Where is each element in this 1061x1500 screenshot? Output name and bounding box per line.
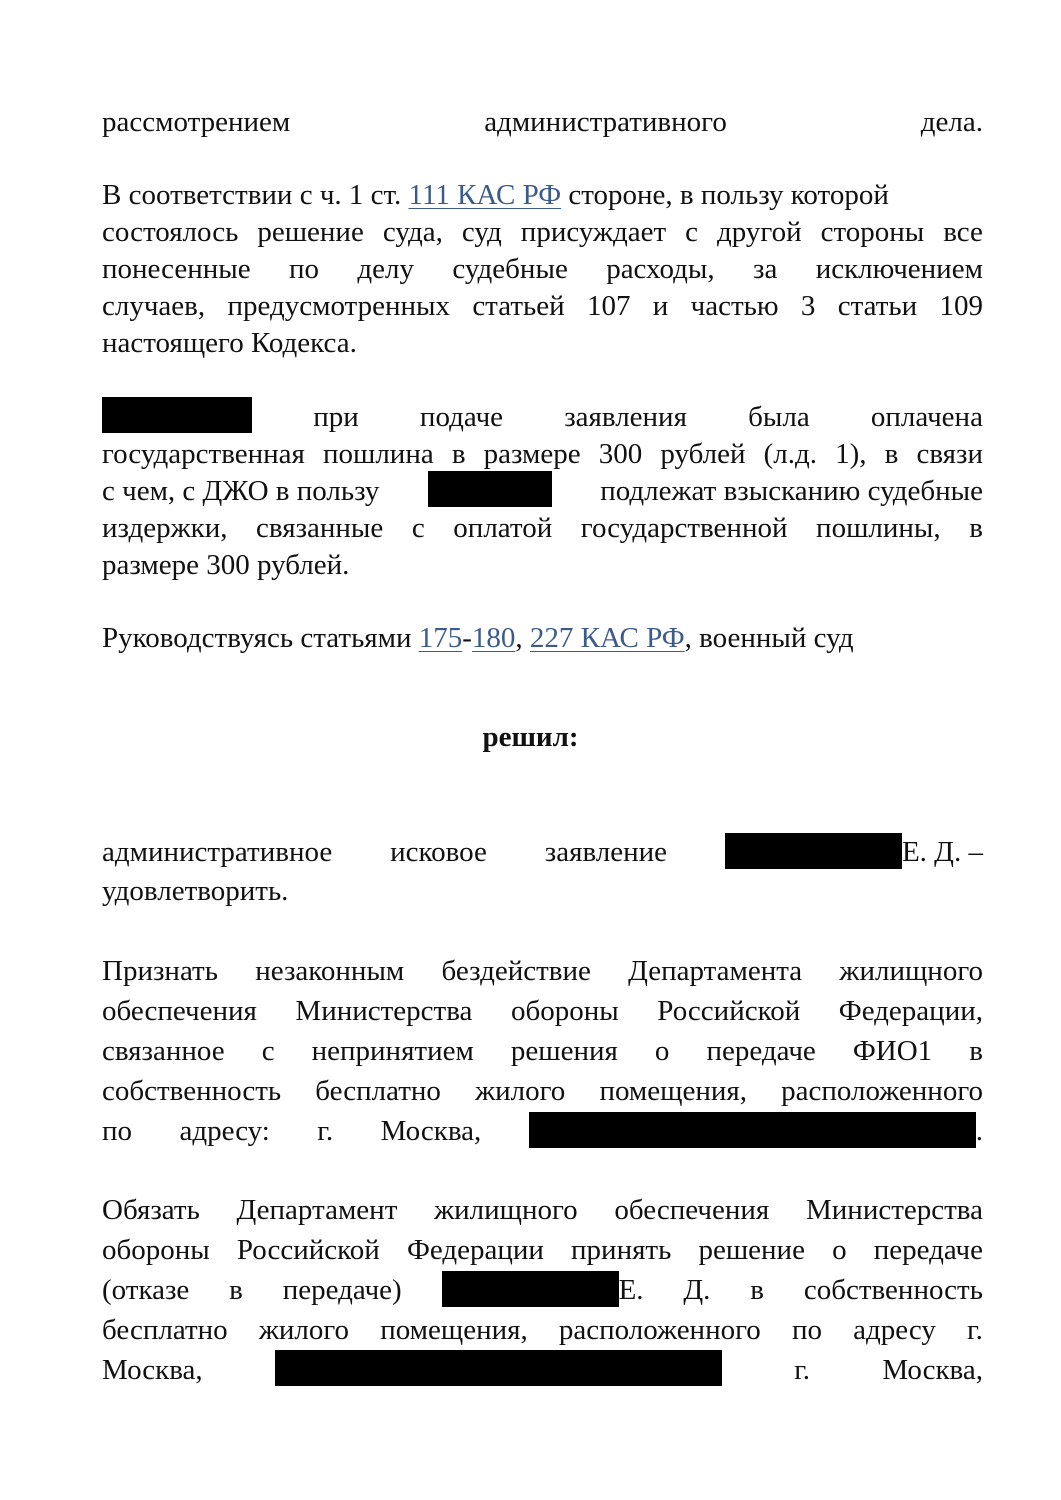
word: Российской xyxy=(236,1234,380,1266)
text-segment: Руководствуясь статьями xyxy=(102,622,412,654)
word: помещения, xyxy=(380,1314,528,1346)
word: Федерации, xyxy=(838,995,983,1027)
word: 1), xyxy=(835,438,867,470)
text-segment: подлежат взысканию судебные xyxy=(600,475,983,507)
text-segment: . xyxy=(975,1115,983,1147)
word: рассмотрением xyxy=(102,106,291,138)
word: решения xyxy=(510,1035,618,1067)
word: г. xyxy=(967,1314,983,1346)
text-line xyxy=(102,545,983,585)
word: статьи xyxy=(837,290,918,322)
word: передаче) xyxy=(282,1274,402,1306)
redaction-block xyxy=(725,833,902,869)
word: по xyxy=(289,253,320,285)
text-segment: - xyxy=(462,622,472,654)
word: за xyxy=(752,253,778,285)
word: Е. xyxy=(618,1274,644,1306)
text-line xyxy=(102,1270,983,1310)
text-line xyxy=(102,471,983,511)
word: Д. xyxy=(683,1274,711,1306)
text-line xyxy=(102,1350,983,1390)
word: и xyxy=(652,290,669,322)
word: бесплатно xyxy=(315,1075,441,1107)
redaction-block xyxy=(442,1271,619,1307)
text-line xyxy=(102,1190,983,1230)
word: бесплатно xyxy=(102,1314,228,1346)
word: Департамента xyxy=(628,955,803,987)
text-line xyxy=(102,871,983,911)
word: Министерства xyxy=(806,1194,983,1226)
word: Федерации xyxy=(406,1234,544,1266)
word: пошлины, xyxy=(816,512,941,544)
word: заявления xyxy=(564,401,687,433)
law-link-111-kas[interactable]: 111 КАС РФ xyxy=(408,179,562,211)
word: с xyxy=(261,1035,275,1067)
word: Российской xyxy=(657,995,801,1027)
text-line xyxy=(102,175,983,215)
word: административное xyxy=(102,836,333,868)
text-line xyxy=(102,323,983,363)
word: с xyxy=(685,216,699,248)
text-line xyxy=(102,991,983,1031)
text-line xyxy=(102,286,983,326)
word: принять xyxy=(571,1234,672,1266)
word: связанные xyxy=(256,512,384,544)
word: рублей xyxy=(660,438,746,470)
text-segment: Е. Д. – xyxy=(901,836,983,868)
word: собственность xyxy=(803,1274,983,1306)
word: 107 xyxy=(586,290,631,322)
word: незаконным xyxy=(255,955,405,987)
word: делу xyxy=(357,253,415,285)
word: жилого xyxy=(258,1314,350,1346)
word: адресу: xyxy=(179,1115,270,1147)
word: понесенные xyxy=(102,253,251,285)
word: Москва, xyxy=(380,1115,482,1147)
text-segment: настоящего Кодекса. xyxy=(102,327,357,359)
text-line xyxy=(102,1071,983,1111)
word: все xyxy=(943,216,983,248)
text-segment: удовлетворить. xyxy=(102,875,289,907)
word: о xyxy=(832,1234,847,1266)
text-line xyxy=(102,618,983,658)
text-segment: с чем, с ДЖО в пользу xyxy=(102,475,380,507)
word: в xyxy=(969,1035,983,1067)
word: с xyxy=(411,512,425,544)
word: в xyxy=(229,1274,243,1306)
word: связанное xyxy=(102,1035,225,1067)
word: суда, xyxy=(382,216,443,248)
word: связи xyxy=(916,438,983,470)
word: в xyxy=(750,1274,764,1306)
law-link-175[interactable]: 175 xyxy=(418,622,463,654)
word: жилищного xyxy=(434,1194,578,1226)
word: присуждает xyxy=(520,216,667,248)
word: г. xyxy=(794,1354,811,1386)
text-line xyxy=(102,951,983,991)
word: решение xyxy=(698,1234,805,1266)
word: передаче xyxy=(873,1234,983,1266)
redaction-block xyxy=(275,1350,722,1386)
word: стороны xyxy=(820,216,925,248)
word: передаче xyxy=(706,1035,816,1067)
word: расходы, xyxy=(606,253,715,285)
word: (отказе xyxy=(102,1274,190,1306)
word: издержки, xyxy=(102,512,228,544)
word: расположенного xyxy=(558,1314,761,1346)
word: исковое xyxy=(390,836,487,868)
word: обороны xyxy=(510,995,619,1027)
word: оплатой xyxy=(453,512,553,544)
word: непринятием xyxy=(311,1035,474,1067)
word: в xyxy=(884,438,899,470)
text-segment: Москва, xyxy=(102,1354,203,1386)
text-line xyxy=(102,832,983,872)
redaction-block xyxy=(529,1112,976,1148)
word: дела. xyxy=(920,106,983,138)
word: обеспечения xyxy=(614,1194,770,1226)
word: расположенного xyxy=(781,1075,983,1107)
word: обороны xyxy=(102,1234,210,1266)
word: при xyxy=(313,401,359,433)
word: жилого xyxy=(475,1075,566,1107)
word: ФИО1 xyxy=(852,1035,933,1067)
redaction-block xyxy=(102,397,252,433)
word: по xyxy=(791,1314,822,1346)
law-link-227-kas[interactable]: 227 КАС РФ xyxy=(529,622,685,654)
word: решение xyxy=(257,216,364,248)
word: заявление xyxy=(544,836,668,868)
word: 109 xyxy=(939,290,983,322)
word: адресу xyxy=(853,1314,936,1346)
text-line xyxy=(102,1310,983,1350)
text-line xyxy=(102,1230,983,1270)
word: Признать xyxy=(102,955,218,987)
law-link-180[interactable]: 180 xyxy=(471,622,516,654)
text-segment: стороне, в пользу которой xyxy=(568,179,889,211)
text-line xyxy=(102,1031,983,1071)
decision-heading: решил: xyxy=(482,721,579,753)
word: Департамент xyxy=(236,1194,398,1226)
word: другой xyxy=(717,216,802,248)
word: оплачена xyxy=(870,401,983,433)
text-line xyxy=(102,1111,983,1151)
word: пошлина xyxy=(322,438,434,470)
word: статьей xyxy=(472,290,565,322)
word: Обязать xyxy=(102,1194,200,1226)
redaction-block xyxy=(428,471,552,507)
word: частью xyxy=(690,290,779,322)
word: о xyxy=(654,1035,670,1067)
text-line xyxy=(102,249,983,289)
word: размере xyxy=(483,438,581,470)
word: исключением xyxy=(815,253,983,285)
word: подаче xyxy=(419,401,504,433)
word: предусмотренных xyxy=(227,290,450,322)
text-segment: , военный суд xyxy=(684,622,854,654)
word: была xyxy=(748,401,810,433)
word: жилищного xyxy=(839,955,983,987)
word: в xyxy=(969,512,983,544)
word: Москва, xyxy=(882,1354,983,1386)
text-segment: В соответствии с ч. 1 ст. xyxy=(102,179,402,211)
word: состоялось xyxy=(102,216,239,248)
word: по xyxy=(102,1115,133,1147)
word: Министерства xyxy=(295,995,473,1027)
word: государственной xyxy=(580,512,788,544)
text-line xyxy=(102,212,983,252)
word: (л.д. xyxy=(763,438,818,470)
word: 300 xyxy=(598,438,643,470)
word: обеспечения xyxy=(102,995,257,1027)
word: случаев, xyxy=(102,290,206,322)
word: государственная xyxy=(102,438,305,470)
text-line xyxy=(102,397,983,437)
text-segment: , xyxy=(515,622,523,654)
word: г. xyxy=(317,1115,334,1147)
word: помещения, xyxy=(599,1075,747,1107)
word: в xyxy=(451,438,466,470)
word: 3 xyxy=(800,290,816,322)
text-segment: размере 300 рублей. xyxy=(102,549,350,581)
word: суд xyxy=(461,216,502,248)
word: административного xyxy=(484,106,727,138)
text-line xyxy=(102,508,983,548)
word: собственность xyxy=(102,1075,282,1107)
text-line xyxy=(102,434,983,474)
word: судебные xyxy=(452,253,568,285)
word: бездействие xyxy=(441,955,591,987)
text-line xyxy=(102,102,983,142)
